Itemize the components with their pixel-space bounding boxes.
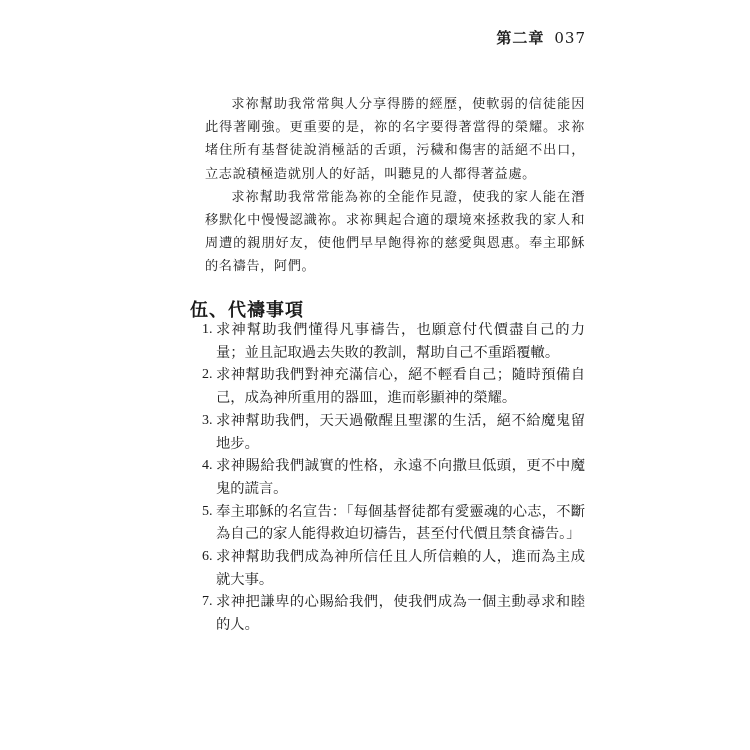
- item-text: 求神把謙卑的心賜給我們，使我們成為一個主動尋求和睦的人。: [216, 594, 585, 634]
- item-text: 求神幫助我們對神充滿信心，絕不輕看自己；隨時預備自己，成為神所重用的器皿，進而彰顯神的榮耀。: [216, 367, 585, 407]
- item-number: 7.: [202, 594, 213, 610]
- list-item: [190, 546, 585, 591]
- chapter-title: 第二章: [496, 29, 545, 47]
- item-text: 奉主耶穌的名宣告：「每個基督徒都有愛靈魂的心志，不斷為自己的家人能得救迫切禱告，甚至付代價且禁食禱告。」: [216, 503, 585, 543]
- section-title: 伍、代禱事項: [190, 300, 304, 321]
- item-text: 求神幫助我們，天天過儆醒且聖潔的生活，絕不給魔鬼留地步。: [216, 412, 585, 452]
- list-item: [190, 410, 585, 455]
- item-number: 5.: [202, 503, 213, 519]
- item-text: 求神幫助我們成為神所信任且人所信賴的人，進而為主成就大事。: [216, 549, 585, 588]
- page-number: 037: [554, 29, 586, 47]
- item-number: 1.: [202, 322, 213, 337]
- list-item: [190, 319, 585, 364]
- list-item: [190, 501, 585, 546]
- prayer-text: [205, 93, 585, 279]
- list-item: [190, 591, 585, 636]
- item-text: 求神幫助我們懂得凡事禱告，也願意付代價盡自己的力量；並且記取過去失敗的教訓，幫助自己不重蹈覆轍。: [216, 322, 585, 361]
- list-item: [190, 455, 585, 500]
- prayer-paragraph: 求祢幫助我常常與人分享得勝的經歷，使軟弱的信徒能因此得著剛強。更重要的是，祢的名字要得著當得的榮耀。求祢堵住所有基督徒說消極話的舌頭，污穢和傷害的話絕不出口，立志說積極造就別人的好話，叫聽見的人都得著益處。: [205, 97, 585, 182]
- item-number: 2.: [202, 367, 213, 383]
- item-text: 求神賜給我們誠實的性格，永遠不向撒旦低頭，更不中魔鬼的謊言。: [216, 458, 585, 497]
- list-item: [190, 364, 585, 409]
- intercession-list: [190, 319, 585, 637]
- prayer-paragraph: 求祢幫助我常常能為祢的全能作見證，使我的家人能在潛移默化中慢慢認識祢。求祢興起合適的環境來拯救我的家人和周遭的親朋好友，使他們早早飽得祢的慈愛與恩惠。奉主耶穌的名禱告，阿們。: [205, 189, 585, 275]
- item-number: 6.: [202, 549, 213, 565]
- item-number: 4.: [202, 458, 213, 474]
- page-header: [496, 27, 586, 48]
- item-number: 3.: [202, 412, 213, 428]
